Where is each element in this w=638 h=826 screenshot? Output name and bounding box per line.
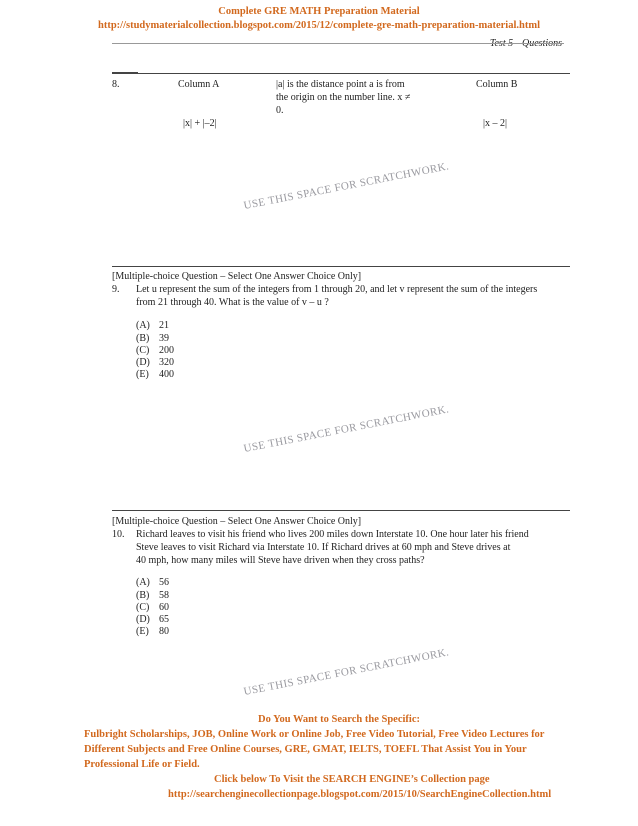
- q8-number: 8.: [112, 79, 120, 90]
- choice-label: (D): [136, 614, 150, 625]
- header-rule: [112, 43, 564, 44]
- q8-column-b-heading: Column B: [476, 79, 518, 90]
- footer-search-engine-link[interactable]: http://searchenginecollectionpage.blogspot.com/2015/10/SearchEngineCollection.html: [168, 789, 552, 800]
- choice-value: 80: [159, 626, 169, 637]
- footer-line-4: Professional Life or Field.: [84, 759, 200, 770]
- q10-stem-line-1: Richard leaves to visit his friend who lives 200 miles down Interstate 10. One hour later his friend: [136, 529, 529, 540]
- choice-label: (B): [136, 333, 150, 344]
- q10-stem-line-2: Steve leaves to visit Richard via Interstate 10. If Richard drives at 60 mph and Steve drives at: [136, 542, 511, 553]
- footer-line-5: Click below To Visit the SEARCH ENGINE’s Collection page: [214, 774, 490, 785]
- q8-centered-info-line-1: |a| is the distance point a is from: [276, 79, 405, 90]
- q10-choice-a[interactable]: [136, 576, 169, 589]
- choice-label: (A): [136, 320, 150, 331]
- q10-stem-line-3: 40 mph, how many miles will Steve have driven when they cross paths?: [136, 555, 425, 566]
- q9-choice-a[interactable]: [136, 319, 169, 332]
- footer-line-2: Fulbright Scholarships, JOB, Online Work or Online Job, Free Video Tutorial, Free Video Lectures for: [84, 729, 545, 740]
- choice-value: 320: [159, 357, 174, 368]
- choice-label: (B): [136, 590, 150, 601]
- q10-rule: [112, 510, 570, 511]
- choice-label: (C): [136, 602, 150, 613]
- header-url-link[interactable]: http://studymaterialcollection.blogspot.com/2015/12/complete-gre-math-preparation-material.html: [98, 20, 540, 31]
- header-title: Complete GRE MATH Preparation Material: [218, 6, 420, 17]
- choice-value: 60: [159, 602, 169, 613]
- choice-label: (D): [136, 357, 150, 368]
- choice-label: (C): [136, 345, 150, 356]
- choice-value: 56: [159, 577, 169, 588]
- q9-stem-line-1: Let u represent the sum of the integers from 1 through 20, and let v represent the sum of the integers: [136, 284, 538, 295]
- choice-value: 65: [159, 614, 169, 625]
- q10-choice-e[interactable]: [136, 625, 169, 638]
- q8-centered-info-line-2: the origin on the number line. x ≠: [276, 92, 411, 103]
- scratchwork-label: USE THIS SPACE FOR SCRATCHWORK.: [242, 160, 451, 212]
- q9-type-label: [Multiple-choice Question – Select One Answer Choice Only]: [112, 271, 362, 282]
- q8-centered-info-line-3: 0.: [276, 105, 284, 116]
- q8-column-a-heading: Column A: [178, 79, 220, 90]
- q9-rule: [112, 266, 570, 267]
- q9-choice-e[interactable]: [136, 368, 174, 381]
- choice-label: (E): [136, 369, 149, 380]
- choice-value: 58: [159, 590, 169, 601]
- choice-label: (A): [136, 577, 150, 588]
- choice-value: 400: [159, 369, 174, 380]
- scratchwork-label: USE THIS SPACE FOR SCRATCHWORK.: [242, 646, 451, 698]
- q8-rule: [112, 73, 570, 74]
- q9-number: 9.: [112, 284, 120, 295]
- choice-value: 200: [159, 345, 174, 356]
- q10-number: 10.: [112, 529, 125, 540]
- footer-line-3: Different Subjects and Free Online Courses, GRE, GMAT, IELTS, TOEFL That Assist You in Your: [84, 744, 527, 755]
- choice-value: 21: [159, 320, 169, 331]
- choice-label: (E): [136, 626, 149, 637]
- scratchwork-label: USE THIS SPACE FOR SCRATCHWORK.: [242, 403, 451, 455]
- q10-type-label: [Multiple-choice Question – Select One Answer Choice Only]: [112, 516, 362, 527]
- choice-value: 39: [159, 333, 169, 344]
- footer-line-1: Do You Want to Search the Specific:: [258, 714, 420, 725]
- q9-stem-line-2: from 21 through 40. What is the value of v – u ?: [136, 297, 329, 308]
- q8-column-a-value: |x| + |–2|: [183, 118, 217, 129]
- q8-column-b-value: |x – 2|: [483, 118, 508, 129]
- running-head: Test 5—Questions: [489, 38, 562, 49]
